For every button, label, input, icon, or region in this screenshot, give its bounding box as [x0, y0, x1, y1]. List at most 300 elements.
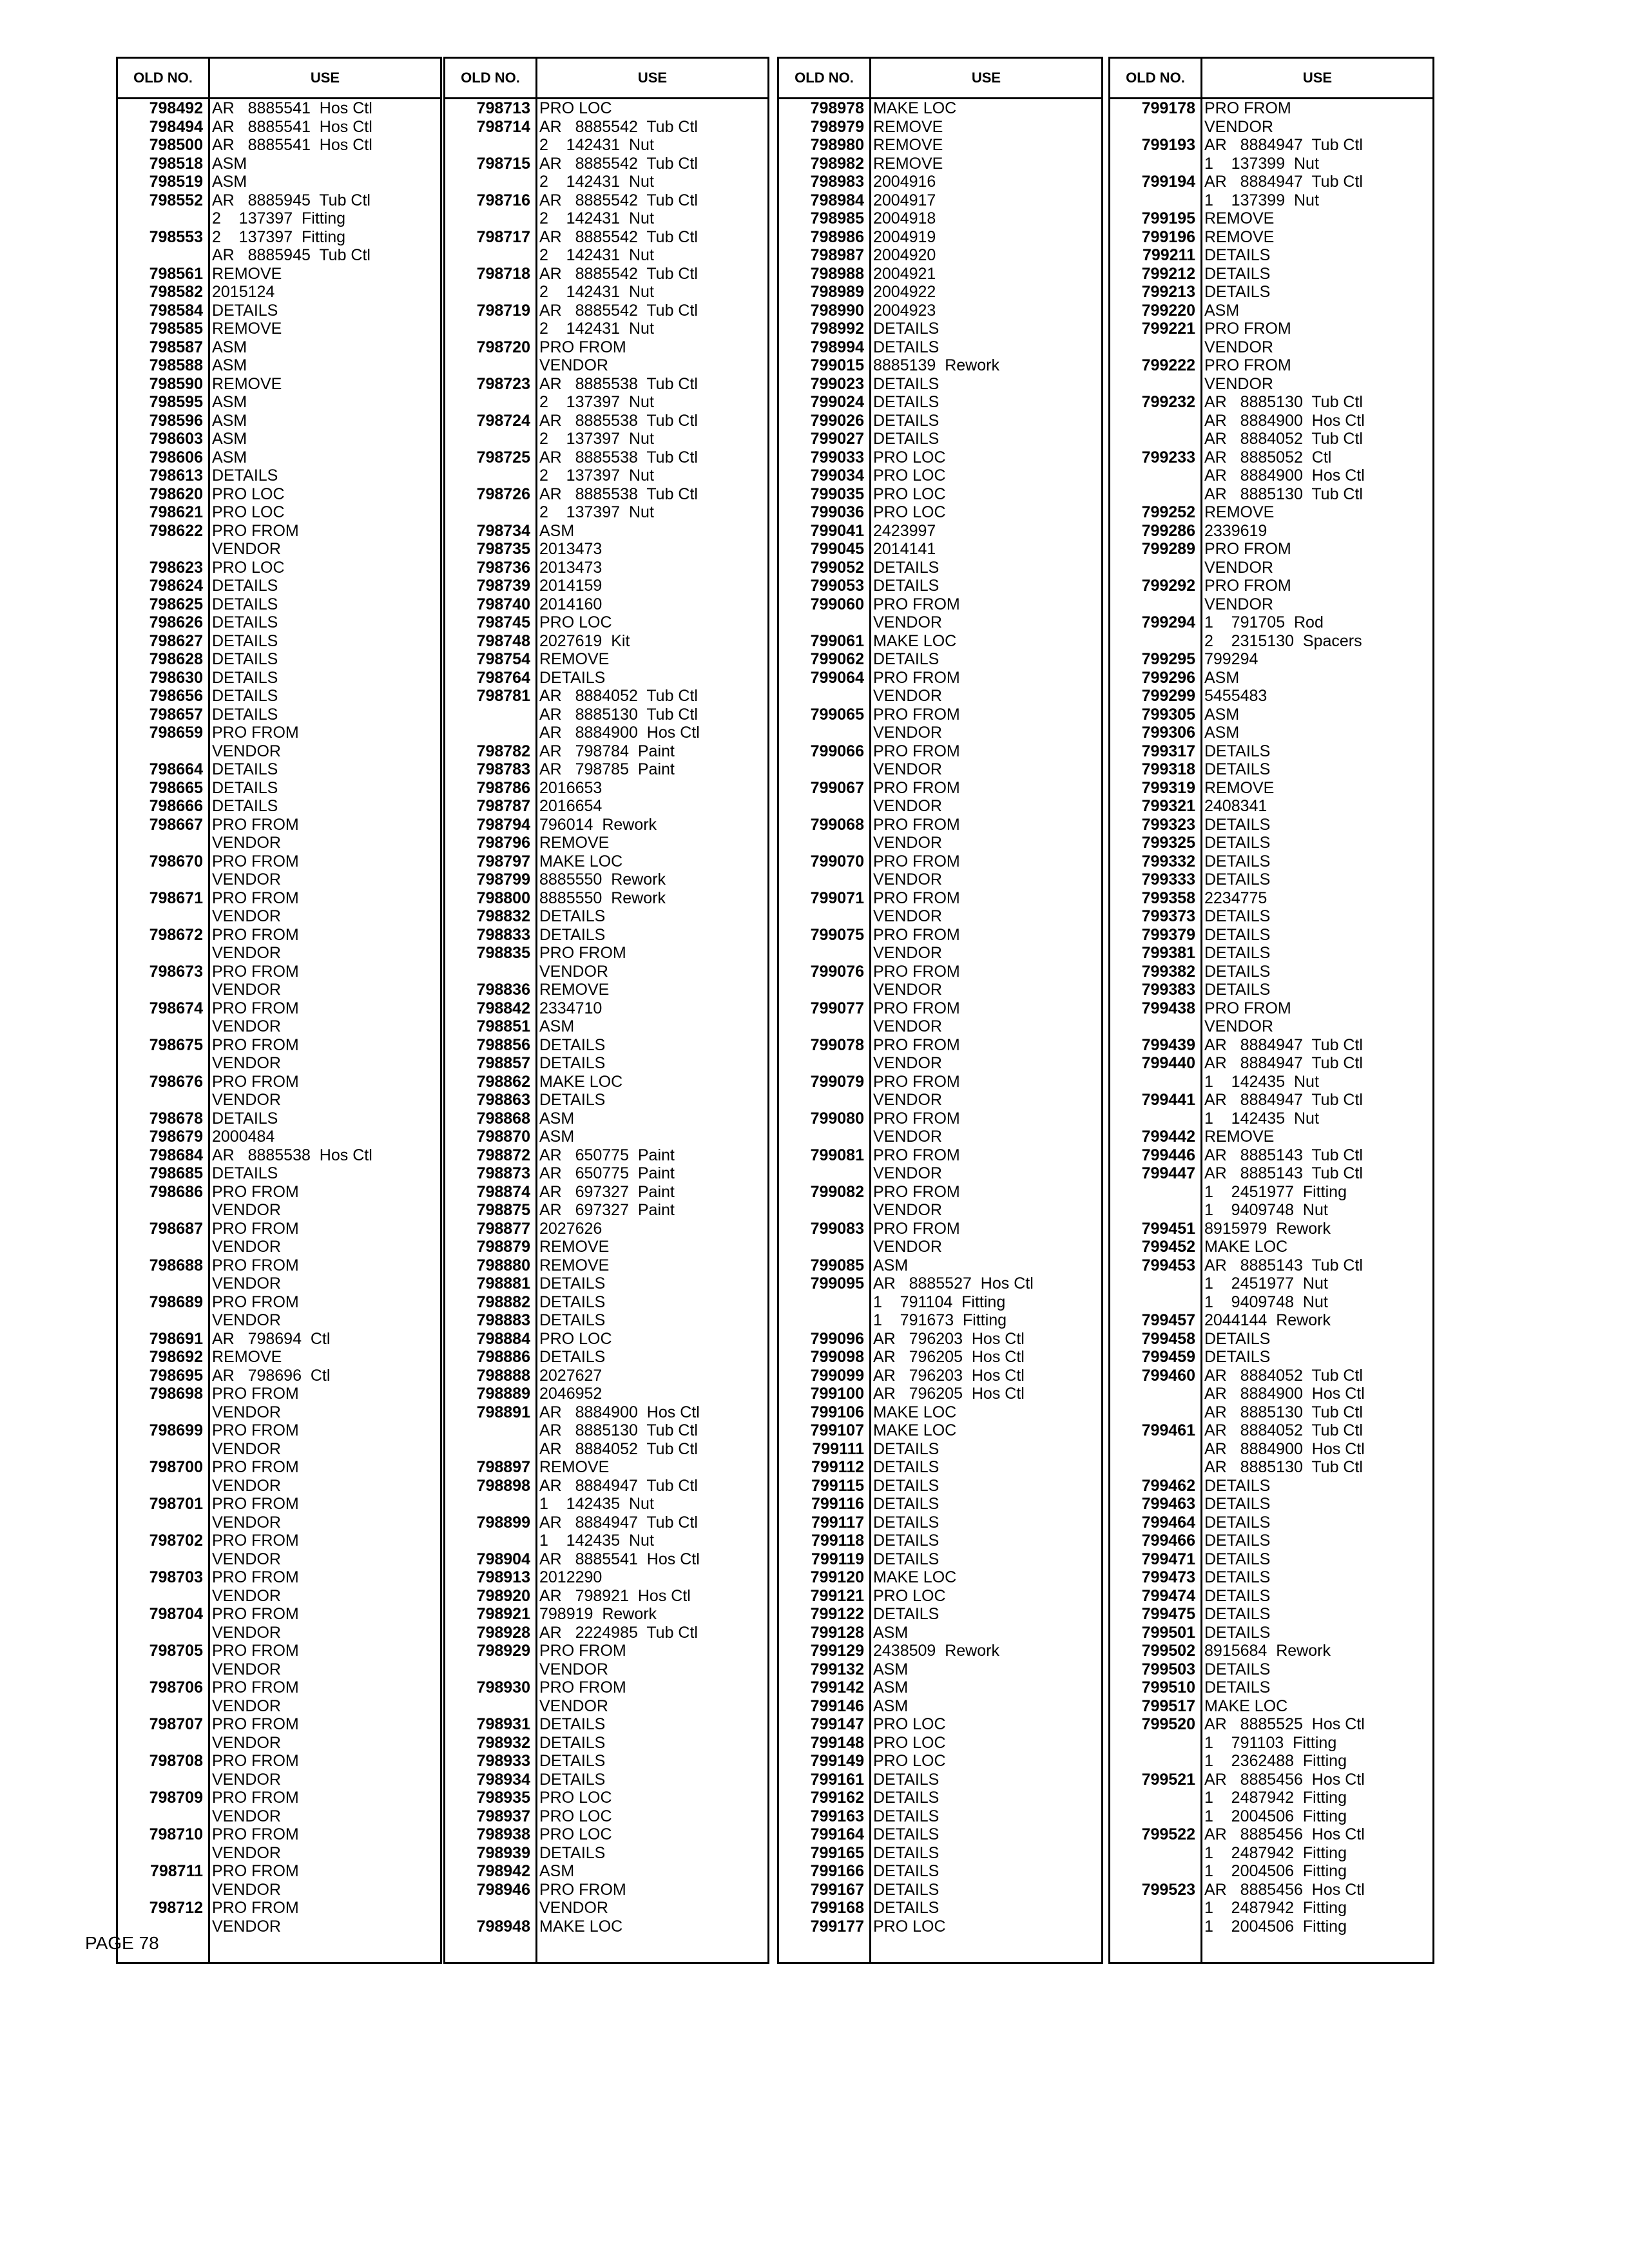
table-row: [779, 466, 1101, 485]
use-value: PRO FROM: [212, 999, 299, 1017]
old-number: 799295: [1141, 650, 1195, 668]
use-value: AR 8885052 Ctl: [1204, 448, 1332, 466]
use-value: PRO FROM: [539, 1880, 626, 1899]
table-row: [779, 1752, 1101, 1771]
old-number: 798708: [149, 1752, 203, 1770]
use-value: PRO FROM: [212, 1789, 299, 1807]
table-row: [445, 1624, 767, 1642]
old-number: 798518: [149, 154, 203, 173]
old-number: 798882: [476, 1293, 530, 1311]
table-row: [1110, 448, 1432, 467]
use-value: VENDOR: [873, 687, 942, 705]
use-value: ASM: [873, 1660, 909, 1678]
use-value: AR 796203 Hos Ctl: [873, 1366, 1025, 1385]
use-value: REMOVE: [212, 1348, 282, 1366]
use-value: DETAILS: [539, 1091, 606, 1109]
use-value: PRO LOC: [873, 448, 946, 466]
use-value: VENDOR: [212, 742, 281, 760]
use-value: AR 697327 Paint: [539, 1182, 675, 1201]
table-row: [1110, 981, 1432, 999]
table-row: [779, 448, 1101, 467]
table-row: [1110, 228, 1432, 247]
table-row: [118, 1274, 440, 1293]
table-row: [445, 246, 767, 265]
use-header: USE: [310, 70, 340, 86]
old-number: 799382: [1141, 962, 1195, 981]
table-row: [779, 1678, 1101, 1697]
table-row: [779, 1917, 1101, 1936]
old-number: 798709: [149, 1789, 203, 1807]
use-value: AR 8884052 Tub Ctl: [1204, 1421, 1363, 1439]
old-number: 798842: [476, 999, 530, 1017]
use-value: VENDOR: [1204, 1017, 1273, 1035]
old-number: 798874: [476, 1182, 530, 1201]
old-number: 798948: [476, 1917, 530, 1936]
table-row: [1110, 209, 1432, 228]
table-row: [1110, 1091, 1432, 1110]
table-row: [445, 907, 767, 926]
use-value: 1 2004506 Fitting: [1204, 1807, 1347, 1825]
table-row: [1110, 1421, 1432, 1440]
table-row: [445, 687, 767, 706]
use-value: PRO FROM: [212, 724, 299, 742]
use-value: DETAILS: [873, 650, 940, 668]
table-row: [779, 1587, 1101, 1606]
table-row: [779, 1201, 1101, 1220]
use-value: 1 142435 Nut: [539, 1495, 654, 1513]
table-row: [1110, 1385, 1432, 1403]
old-number: 798933: [476, 1752, 530, 1770]
use-value: PRO FROM: [212, 889, 299, 907]
use-value: PRO LOC: [539, 1329, 612, 1348]
use-value: AR 8884947 Tub Ctl: [539, 1476, 698, 1495]
use-value: VENDOR: [873, 1128, 942, 1146]
table-row: [118, 1164, 440, 1183]
table-row: [1110, 963, 1432, 981]
table-row: [1110, 1477, 1432, 1495]
old-number: 798561: [149, 264, 203, 283]
old-number: 799220: [1141, 301, 1195, 320]
use-value: REMOVE: [539, 981, 610, 999]
table-row: [779, 412, 1101, 430]
use-value: 1 142435 Nut: [539, 1532, 654, 1550]
use-value: DETAILS: [1204, 1660, 1271, 1678]
table-row: [445, 963, 767, 981]
old-number: 798625: [149, 595, 203, 613]
old-number: 798698: [149, 1385, 203, 1403]
table-row: [445, 1568, 767, 1587]
old-number: 798720: [476, 338, 530, 356]
table-row: [779, 1789, 1101, 1807]
table-row: [445, 1164, 767, 1183]
old-number: 799168: [810, 1899, 864, 1917]
old-number: 799036: [810, 503, 864, 521]
use-value: 2013473: [539, 540, 602, 558]
use-value: 2004921: [873, 264, 936, 283]
use-value: PRO FROM: [1204, 577, 1291, 595]
use-value: PRO LOC: [873, 1733, 946, 1752]
table-row: [1110, 1403, 1432, 1422]
use-value: ASM: [212, 173, 247, 191]
use-value: PRO FROM: [1204, 356, 1291, 374]
table-row: [445, 1605, 767, 1624]
use-value: DETAILS: [873, 1789, 940, 1807]
table-row: [445, 613, 767, 632]
use-value: 2014141: [873, 540, 936, 558]
old-number: 798679: [149, 1128, 203, 1146]
use-value: REMOVE: [873, 136, 943, 154]
table-row: [1110, 155, 1432, 173]
old-number: 798673: [149, 962, 203, 981]
use-value: MAKE LOC: [873, 1421, 957, 1439]
use-value: DETAILS: [212, 760, 278, 778]
use-value: REMOVE: [1204, 1128, 1275, 1146]
old-number: 799381: [1141, 944, 1195, 962]
old-number: 798627: [149, 631, 203, 650]
old-number: 799060: [810, 595, 864, 613]
table-row: [1110, 302, 1432, 320]
use-value: PRO FROM: [212, 1256, 299, 1274]
table-row: [1110, 1807, 1432, 1826]
use-value: DETAILS: [212, 650, 278, 668]
old-number: 799296: [1141, 668, 1195, 687]
table-row: [1110, 356, 1432, 375]
old-number: 799061: [810, 631, 864, 650]
use-value: DETAILS: [1204, 742, 1271, 760]
old-number: 798880: [476, 1256, 530, 1274]
table-row: [118, 907, 440, 926]
table-row: [779, 1642, 1101, 1660]
use-value: 1 2004506 Fitting: [1204, 1862, 1347, 1880]
table-row: [1110, 1917, 1432, 1936]
old-number: 799252: [1141, 503, 1195, 521]
table-row: [445, 1146, 767, 1165]
table-column-1: [116, 57, 442, 1964]
old-number: 799118: [811, 1532, 864, 1550]
old-number: 799233: [1141, 448, 1195, 466]
table-row: [445, 430, 767, 448]
table-row: [1110, 1514, 1432, 1532]
table-row: [1110, 1348, 1432, 1367]
use-value: VENDOR: [873, 981, 942, 999]
table-row: [779, 1771, 1101, 1789]
table-row: [118, 1550, 440, 1569]
use-value: VENDOR: [539, 1660, 608, 1678]
table-row: [118, 1348, 440, 1367]
old-number: 798626: [149, 613, 203, 631]
table-row: [1110, 173, 1432, 191]
table-row: [1110, 779, 1432, 798]
old-number: 799052: [810, 558, 864, 577]
use-value: 2334710: [539, 999, 602, 1017]
use-value: AR 8885541 Hos Ctl: [212, 99, 372, 117]
old-number: 799446: [1141, 1146, 1195, 1164]
use-value: DETAILS: [212, 668, 278, 687]
old-number: 798588: [149, 356, 203, 374]
use-value: PRO FROM: [212, 962, 299, 981]
old-number: 798891: [476, 1403, 530, 1421]
use-value: AR 798696 Ctl: [212, 1366, 331, 1385]
table-row: [1110, 1881, 1432, 1899]
use-value: AR 8885456 Hos Ctl: [1204, 1825, 1365, 1843]
use-value: 1 2487942 Fitting: [1204, 1899, 1347, 1917]
use-value: 2027627: [539, 1366, 602, 1385]
use-value: PRO LOC: [873, 503, 946, 521]
table-row: [445, 1715, 767, 1734]
table-row: [118, 228, 440, 247]
old-number: 799128: [810, 1623, 864, 1642]
use-value: 2027619 Kit: [539, 631, 630, 650]
use-value: VENDOR: [212, 1696, 281, 1715]
old-number: 798930: [476, 1678, 530, 1696]
old-number: 799317: [1141, 742, 1195, 760]
table-row: [118, 889, 440, 908]
old-number: 798622: [149, 521, 203, 540]
old-number: 798552: [149, 191, 203, 209]
table-row: [445, 669, 767, 687]
use-value: 2016654: [539, 797, 602, 815]
use-value: REMOVE: [212, 320, 282, 338]
old-number: 799065: [810, 705, 864, 724]
table-row: [445, 816, 767, 834]
table-row: [779, 1036, 1101, 1055]
table-row: [779, 1807, 1101, 1826]
use-value: ASM: [212, 430, 247, 448]
table-row: [445, 1293, 767, 1312]
table-row: [445, 1220, 767, 1238]
old-number: 799212: [1141, 264, 1195, 283]
table-row: [1110, 1495, 1432, 1514]
use-value: DETAILS: [873, 393, 940, 411]
row-list: [445, 99, 767, 1936]
use-value: MAKE LOC: [873, 631, 957, 650]
table-row: [779, 1183, 1101, 1202]
old-number: 799095: [810, 1274, 864, 1293]
old-number: 798937: [476, 1807, 530, 1825]
old-number: 798736: [476, 558, 530, 577]
use-value: DETAILS: [1204, 1568, 1271, 1586]
table-row: [445, 412, 767, 430]
use-value: AR 8885542 Tub Ctl: [539, 301, 698, 320]
old-number: 799232: [1141, 393, 1195, 411]
use-value: 2016653: [539, 778, 602, 797]
use-value: VENDOR: [212, 1770, 281, 1789]
table-row: [445, 1110, 767, 1128]
use-value: PRO FROM: [873, 815, 960, 834]
table-row: [1110, 1367, 1432, 1385]
use-value: AR 8885945 Tub Ctl: [212, 246, 371, 264]
column-header: [445, 59, 767, 99]
use-value: DETAILS: [873, 1458, 940, 1476]
old-number: 798754: [476, 650, 530, 668]
old-number: 798862: [476, 1072, 530, 1091]
use-value: 5455483: [1204, 687, 1268, 705]
old-number: 798613: [149, 466, 203, 485]
use-value: 2014159: [539, 577, 602, 595]
table-row: [779, 522, 1101, 541]
old-number: 799106: [810, 1403, 864, 1421]
use-value: REMOVE: [873, 117, 943, 136]
table-row: [445, 503, 767, 522]
old-number: 799520: [1141, 1715, 1195, 1733]
use-value: PRO FROM: [212, 1385, 299, 1403]
old-number: 798946: [476, 1880, 530, 1899]
old-number: 799194: [1141, 173, 1195, 191]
table-row: [118, 1440, 440, 1459]
table-row: [1110, 650, 1432, 669]
use-value: 1 2004506 Fitting: [1204, 1917, 1347, 1936]
old-number: 798713: [476, 99, 530, 117]
table-row: [445, 302, 767, 320]
use-value: 2 137397 Nut: [539, 393, 654, 411]
old-number: 798982: [810, 154, 864, 173]
use-value: PRO FROM: [212, 1752, 299, 1770]
use-value: DETAILS: [873, 338, 940, 356]
use-value: DETAILS: [539, 907, 606, 925]
table-row: [779, 577, 1101, 595]
use-value: PRO FROM: [873, 1109, 960, 1128]
old-number: 799463: [1141, 1495, 1195, 1513]
use-value: REMOVE: [539, 1458, 610, 1476]
table-row: [445, 356, 767, 375]
table-row: [1110, 1110, 1432, 1128]
page-number: PAGE 78: [85, 1933, 159, 1953]
old-number: 799318: [1141, 760, 1195, 778]
old-number: 799041: [810, 521, 864, 540]
table-row: [445, 1825, 767, 1844]
use-value: DETAILS: [1204, 264, 1271, 283]
old-number: 798734: [476, 521, 530, 540]
table-row: [118, 99, 440, 118]
use-value: AR 8885143 Tub Ctl: [1204, 1146, 1363, 1164]
old-number: 798800: [476, 889, 530, 907]
use-value: ASM: [539, 1109, 575, 1128]
old-number: 798985: [810, 209, 864, 227]
use-value: PRO FROM: [873, 595, 960, 613]
old-number: 798624: [149, 577, 203, 595]
old-number: 798676: [149, 1072, 203, 1091]
old-number: 799064: [810, 668, 864, 687]
old-number: 798620: [149, 485, 203, 503]
use-value: VENDOR: [873, 1091, 942, 1109]
table-row: [779, 1238, 1101, 1256]
old-number: 798711: [149, 1862, 203, 1880]
old-number: 798700: [149, 1458, 203, 1476]
use-value: 2 142431 Nut: [539, 209, 654, 227]
table-column-4: [1108, 57, 1434, 1964]
old-number: 798671: [149, 889, 203, 907]
old-number: 799503: [1141, 1660, 1195, 1678]
table-row: [779, 375, 1101, 394]
table-row: [1110, 816, 1432, 834]
use-value: AR 8884052 Tub Ctl: [1204, 430, 1363, 448]
old-number: 798689: [149, 1293, 203, 1311]
table-row: [445, 522, 767, 541]
table-row: [118, 944, 440, 963]
old-number: 799034: [810, 466, 864, 485]
table-row: [445, 448, 767, 467]
use-value: PRO FROM: [873, 1219, 960, 1238]
use-value: PRO FROM: [212, 852, 299, 870]
old-number: 799167: [810, 1880, 864, 1899]
old-number: 798621: [149, 503, 203, 521]
use-value: AR 8884900 Hos Ctl: [539, 724, 700, 742]
table-row: [779, 1825, 1101, 1844]
old-number: 799067: [810, 778, 864, 797]
table-row: [779, 209, 1101, 228]
table-row: [1110, 1256, 1432, 1275]
old-number: 798889: [476, 1385, 530, 1403]
table-row: [1110, 430, 1432, 448]
use-value: VENDOR: [212, 540, 281, 558]
table-row: [1110, 1605, 1432, 1624]
table-row: [1110, 1660, 1432, 1679]
use-value: DETAILS: [1204, 1348, 1271, 1366]
old-number: 798899: [476, 1513, 530, 1532]
table-row: [1110, 1844, 1432, 1863]
table-row: [118, 1624, 440, 1642]
table-row: [445, 1348, 767, 1367]
use-value: DETAILS: [873, 577, 940, 595]
use-value: VENDOR: [1204, 595, 1273, 613]
use-value: DETAILS: [1204, 1678, 1271, 1696]
table-row: [118, 797, 440, 816]
old-number: 799438: [1141, 999, 1195, 1017]
use-value: PRO FROM: [873, 742, 960, 760]
use-value: 1 2451977 Nut: [1204, 1274, 1328, 1293]
old-number: 798863: [476, 1091, 530, 1109]
old-number: 799015: [810, 356, 864, 374]
use-value: AR 8884947 Tub Ctl: [1204, 1035, 1363, 1054]
table-row: [118, 1660, 440, 1679]
use-value: 2234775: [1204, 889, 1268, 907]
use-value: DETAILS: [212, 778, 278, 797]
table-row: [1110, 1624, 1432, 1642]
old-number: 798879: [476, 1238, 530, 1256]
use-value: DETAILS: [539, 1770, 606, 1789]
use-value: VENDOR: [539, 356, 608, 374]
table-row: [445, 375, 767, 394]
use-value: PRO FROM: [539, 1642, 626, 1660]
table-row: [118, 1605, 440, 1624]
table-row: [779, 265, 1101, 284]
table-row: [118, 522, 440, 541]
use-value: AR 8885542 Tub Ctl: [539, 264, 698, 283]
old-number: 798707: [149, 1715, 203, 1733]
use-value: AR 798785 Paint: [539, 760, 675, 778]
old-number: 799213: [1141, 283, 1195, 301]
use-value: AR 8884947 Tub Ctl: [1204, 173, 1363, 191]
table-row: [1110, 742, 1432, 761]
table-row: [118, 283, 440, 302]
use-value: PRO FROM: [539, 1678, 626, 1696]
table-row: [118, 669, 440, 687]
old-number: 798781: [476, 687, 530, 705]
use-value: AR 8885542 Tub Ctl: [539, 117, 698, 136]
table-row: [1110, 889, 1432, 908]
use-value: AR 8885456 Hos Ctl: [1204, 1770, 1365, 1789]
table-row: [779, 430, 1101, 448]
table-row: [779, 963, 1101, 981]
table-row: [118, 1238, 440, 1256]
table-row: [779, 99, 1101, 118]
use-value: PRO FROM: [873, 778, 960, 797]
table-row: [1110, 1899, 1432, 1917]
table-row: [779, 338, 1101, 357]
use-value: AR 796205 Hos Ctl: [873, 1348, 1025, 1366]
table-row: [445, 155, 767, 173]
old-number: 798692: [149, 1348, 203, 1366]
